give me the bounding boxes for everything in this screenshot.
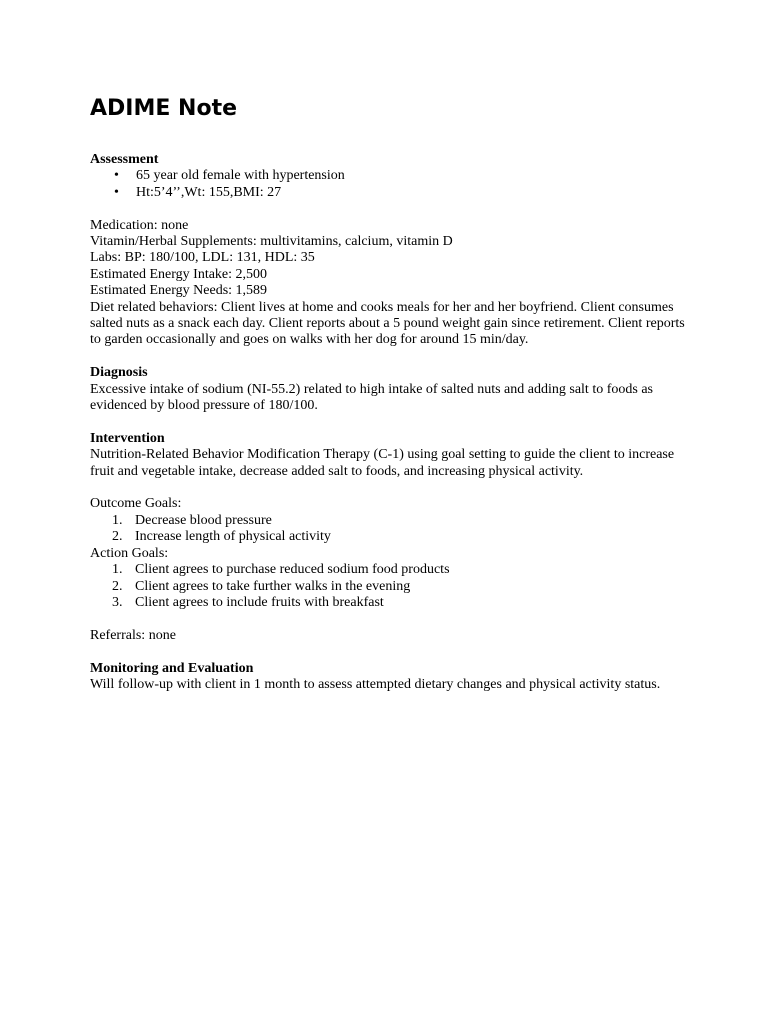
- list-item: [90, 185, 690, 201]
- spacer: [90, 611, 690, 627]
- list-item: [90, 579, 690, 595]
- energy-needs-line: Estimated Energy Needs: 1,589: [90, 283, 268, 299]
- diagnosis-heading: Diagnosis: [90, 365, 148, 381]
- supplements-line: Vitamin/Herbal Supplements: multivitamins, calcium, vitamin D: [90, 234, 453, 250]
- outcome-goals-label: Outcome Goals:: [90, 496, 182, 512]
- list-item-text: Decrease blood pressure: [135, 512, 272, 528]
- assessment-bullet-list: [90, 168, 690, 201]
- spacer: [90, 414, 690, 430]
- monitoring-paragraph: Will follow-up with client in 1 month to assess attempted dietary changes and physical activity status.: [90, 676, 661, 692]
- list-item-text: Client agrees to take further walks in the evening: [135, 578, 411, 594]
- list-item: [90, 513, 690, 529]
- list-number: 1.: [112, 562, 123, 578]
- document-title: ADIME Note: [90, 96, 238, 121]
- spacer: [90, 201, 690, 217]
- spacer: [90, 349, 690, 365]
- spacer: [90, 644, 690, 660]
- spacer: [90, 480, 690, 496]
- list-number: 1.: [112, 512, 123, 528]
- intervention-paragraph: Nutrition-Related Behavior Modification Therapy (C-1) using goal setting to guide the client to increase fruit and vegetable intake, decrease added salt to foods, and increasing physical activity.: [90, 447, 675, 479]
- bullet-icon: •: [114, 168, 119, 184]
- list-item-text: Increase length of physical activity: [135, 529, 331, 545]
- medication-line: Medication: none: [90, 217, 189, 233]
- document-body: [90, 95, 690, 693]
- list-item: [90, 529, 690, 545]
- list-number: 2.: [112, 578, 123, 594]
- labs-line: Labs: BP: 180/100, LDL: 131, HDL: 35: [90, 250, 315, 266]
- list-item-text: Client agrees to purchase reduced sodium food products: [135, 562, 450, 578]
- action-goals-list: [90, 562, 690, 611]
- energy-intake-line: Estimated Energy Intake: 2,500: [90, 266, 268, 282]
- outcome-goals-list: [90, 513, 690, 546]
- list-item: [90, 595, 690, 611]
- assessment-heading: Assessment: [90, 152, 159, 167]
- monitoring-heading: Monitoring and Evaluation: [90, 660, 254, 676]
- list-number: 3.: [112, 594, 123, 610]
- diet-behaviors-paragraph: Diet related behaviors: Client lives at home and cooks meals for her and her boyfriend. Client consumes salted nuts as a snack each day. Client reports about a 5 pound weight gain since retirement. Client reports to garden occasionally and goes on walks with her dog for around 15 min/day.: [90, 299, 685, 348]
- list-item-text: 65 year old female with hypertension: [136, 168, 345, 184]
- list-item-text: Client agrees to include fruits with breakfast: [135, 594, 384, 610]
- list-item-text: Ht:5’4’’,Wt: 155,BMI: 27: [136, 184, 282, 200]
- diagnosis-paragraph: Excessive intake of sodium (NI-55.2) related to high intake of salted nuts and adding salt to foods as evidenced by blood pressure of 180/100.: [90, 381, 653, 414]
- bullet-icon: •: [114, 184, 119, 200]
- intervention-heading: Intervention: [90, 430, 165, 446]
- list-number: 2.: [112, 529, 123, 545]
- list-item: [90, 168, 690, 184]
- referrals-line: Referrals: none: [90, 627, 176, 643]
- list-item: [90, 562, 690, 578]
- action-goals-label: Action Goals:: [90, 545, 169, 561]
